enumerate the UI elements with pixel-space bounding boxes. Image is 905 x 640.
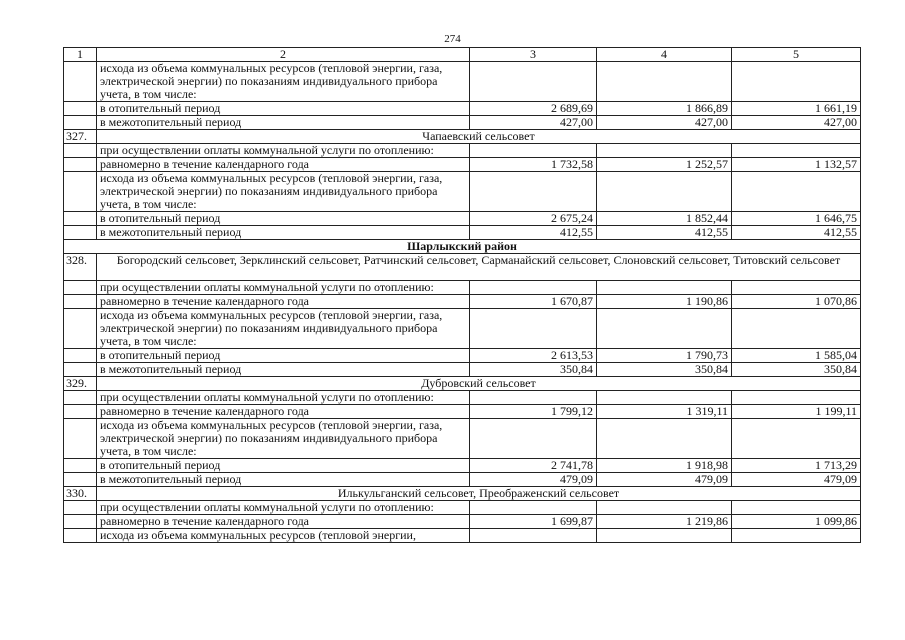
row-description: в межотопительный период (97, 363, 470, 377)
settlement-name: Чапаевский сельсовет (97, 130, 861, 144)
table-row (64, 349, 861, 363)
row-description: равномерно в течение календарного года (97, 295, 470, 309)
value-col-5 (732, 172, 861, 212)
value-col-5 (732, 391, 861, 405)
value-col-3: 412,55 (470, 226, 597, 240)
value-col-4 (597, 172, 732, 212)
value-col-4 (597, 144, 732, 158)
row-number (64, 295, 97, 309)
value-col-3: 427,00 (470, 116, 597, 130)
row-description: при осуществлении оплаты коммунальной услуги по отоплению: (97, 391, 470, 405)
table-row (64, 515, 861, 529)
row-number (64, 158, 97, 172)
value-col-3: 2 689,69 (470, 102, 597, 116)
row-description: при осуществлении оплаты коммунальной услуги по отоплению: (97, 501, 470, 515)
tariff-table (63, 47, 861, 543)
table-row (64, 295, 861, 309)
table-row (64, 172, 861, 212)
row-number (64, 281, 97, 295)
value-col-4: 479,09 (597, 473, 732, 487)
value-col-5: 1 585,04 (732, 349, 861, 363)
value-col-3: 1 699,87 (470, 515, 597, 529)
settlement-name: Дубровский сельсовет (97, 377, 861, 391)
value-col-3: 2 613,53 (470, 349, 597, 363)
value-col-4 (597, 529, 732, 543)
row-number (64, 363, 97, 377)
table-row (64, 473, 861, 487)
table-row (64, 309, 861, 349)
row-description: исхода из объема коммунальных ресурсов (тепловой энергии, газа, электрической энергии) по показаниям индивидуального прибора учета, в том числе: (97, 309, 470, 349)
value-col-3 (470, 172, 597, 212)
settlement-row (64, 254, 861, 281)
value-col-4: 1 219,86 (597, 515, 732, 529)
header-cell-5: 5 (732, 48, 861, 62)
value-col-5 (732, 529, 861, 543)
row-description: в отопительный период (97, 459, 470, 473)
settlement-name: Илькульганский сельсовет, Преображенский сельсовет (97, 487, 861, 501)
value-col-4: 1 252,57 (597, 158, 732, 172)
value-col-3 (470, 281, 597, 295)
value-col-5 (732, 144, 861, 158)
settlement-row (64, 377, 861, 391)
value-col-4: 412,55 (597, 226, 732, 240)
row-number (64, 529, 97, 543)
row-number: 327. (64, 130, 97, 144)
table-row (64, 419, 861, 459)
row-number (64, 62, 97, 102)
row-number (64, 349, 97, 363)
table-row (64, 226, 861, 240)
table-row (64, 405, 861, 419)
value-col-3 (470, 419, 597, 459)
value-col-4: 350,84 (597, 363, 732, 377)
value-col-4 (597, 501, 732, 515)
value-col-3 (470, 309, 597, 349)
value-col-3: 2 741,78 (470, 459, 597, 473)
value-col-5 (732, 281, 861, 295)
table-row (64, 62, 861, 102)
table-row (64, 501, 861, 515)
value-col-5: 1 099,86 (732, 515, 861, 529)
row-description: равномерно в течение календарного года (97, 405, 470, 419)
page-number: 274 (444, 33, 461, 45)
row-number (64, 144, 97, 158)
value-col-4: 1 866,89 (597, 102, 732, 116)
row-number: 329. (64, 377, 97, 391)
value-col-4 (597, 309, 732, 349)
value-col-5: 1 199,11 (732, 405, 861, 419)
table-row (64, 116, 861, 130)
value-col-4 (597, 62, 732, 102)
value-col-4: 427,00 (597, 116, 732, 130)
row-description: в межотопительный период (97, 473, 470, 487)
row-description: в межотопительный период (97, 116, 470, 130)
value-col-3: 1 799,12 (470, 405, 597, 419)
row-number (64, 172, 97, 212)
value-col-5 (732, 419, 861, 459)
settlement-row (64, 130, 861, 144)
row-number (64, 212, 97, 226)
value-col-5: 1 661,19 (732, 102, 861, 116)
table-row (64, 144, 861, 158)
value-col-3: 1 732,58 (470, 158, 597, 172)
row-number (64, 405, 97, 419)
header-cell-2: 2 (97, 48, 470, 62)
value-col-3: 1 670,87 (470, 295, 597, 309)
row-description: в отопительный период (97, 212, 470, 226)
header-cell-3: 3 (470, 48, 597, 62)
value-col-3 (470, 529, 597, 543)
value-col-4: 1 852,44 (597, 212, 732, 226)
value-col-5: 427,00 (732, 116, 861, 130)
value-col-5 (732, 62, 861, 102)
row-number (64, 473, 97, 487)
row-number (64, 419, 97, 459)
table-row (64, 102, 861, 116)
value-col-5: 1 070,86 (732, 295, 861, 309)
value-col-3: 2 675,24 (470, 212, 597, 226)
value-col-4 (597, 281, 732, 295)
table-row (64, 391, 861, 405)
row-description: исхода из объема коммунальных ресурсов (тепловой энергии, газа, электрической энергии) по показаниям индивидуального прибора учета, в том числе: (97, 419, 470, 459)
value-col-4: 1 319,11 (597, 405, 732, 419)
district-row (64, 240, 861, 254)
value-col-5: 1 132,57 (732, 158, 861, 172)
row-description: в отопительный период (97, 102, 470, 116)
table-row (64, 281, 861, 295)
header-cell-1: 1 (64, 48, 97, 62)
row-number: 328. (64, 254, 97, 281)
value-col-5: 412,55 (732, 226, 861, 240)
row-number (64, 501, 97, 515)
row-description: исхода из объема коммунальных ресурсов (тепловой энергии, газа, электрической энергии) по показаниям индивидуального прибора учета, в том числе: (97, 62, 470, 102)
value-col-3 (470, 62, 597, 102)
value-col-5: 1 646,75 (732, 212, 861, 226)
value-col-4 (597, 391, 732, 405)
row-number (64, 391, 97, 405)
table-header-row (64, 48, 861, 62)
settlement-row (64, 487, 861, 501)
value-col-3: 479,09 (470, 473, 597, 487)
value-col-5: 1 713,29 (732, 459, 861, 473)
table-row (64, 212, 861, 226)
row-number (64, 102, 97, 116)
value-col-5: 479,09 (732, 473, 861, 487)
table-row (64, 158, 861, 172)
table-row (64, 529, 861, 543)
row-description: исхода из объема коммунальных ресурсов (тепловой энергии, газа, электрической энергии) по показаниям индивидуального прибора учета, в том числе: (97, 172, 470, 212)
settlement-name: Богородский сельсовет, Зерклинский сельсовет, Ратчинский сельсовет, Сарманайский сельсовет, Слоновский сельсовет, Титовский сельсовет (97, 254, 861, 281)
row-number: 330. (64, 487, 97, 501)
row-description: исхода из объема коммунальных ресурсов (тепловой энергии, (97, 529, 470, 543)
value-col-4: 1 918,98 (597, 459, 732, 473)
value-col-4 (597, 419, 732, 459)
value-col-4: 1 190,86 (597, 295, 732, 309)
row-description: равномерно в течение календарного года (97, 158, 470, 172)
value-col-5 (732, 501, 861, 515)
value-col-4: 1 790,73 (597, 349, 732, 363)
value-col-3 (470, 144, 597, 158)
value-col-3 (470, 501, 597, 515)
row-description: в отопительный период (97, 349, 470, 363)
table-row (64, 363, 861, 377)
row-number (64, 309, 97, 349)
row-number (64, 116, 97, 130)
header-cell-4: 4 (597, 48, 732, 62)
row-description: в межотопительный период (97, 226, 470, 240)
value-col-3: 350,84 (470, 363, 597, 377)
value-col-5: 350,84 (732, 363, 861, 377)
row-description: при осуществлении оплаты коммунальной услуги по отоплению: (97, 281, 470, 295)
value-col-3 (470, 391, 597, 405)
row-description: равномерно в течение календарного года (97, 515, 470, 529)
row-number (64, 226, 97, 240)
table-row (64, 459, 861, 473)
row-number (64, 459, 97, 473)
row-number (64, 515, 97, 529)
table-body (64, 62, 861, 543)
row-description: при осуществлении оплаты коммунальной услуги по отоплению: (97, 144, 470, 158)
value-col-5 (732, 309, 861, 349)
district-name: Шарлыкский район (64, 240, 861, 254)
